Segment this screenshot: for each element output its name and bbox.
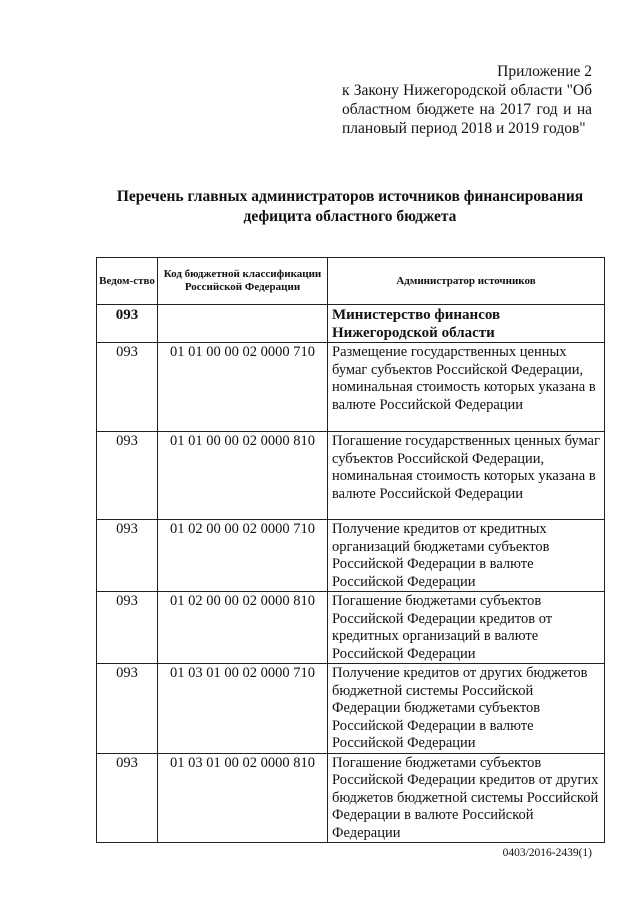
table-row [97, 520, 605, 592]
header-code: Код бюджетной классификации Российской Федерации [158, 258, 328, 305]
annex-title: Приложение 2 [497, 63, 592, 80]
row-department: 093 [97, 432, 158, 520]
document-title: Перечень главных администраторов источников финансирования дефицита областного бюджета [116, 188, 584, 225]
row-administrator: Получение кредитов от других бюджетов бюджетной системы Российской Федерации бюджетами субъектов Российской Федерации в валюте Российской Федерации [328, 664, 605, 754]
table-row [97, 343, 605, 432]
table-row [97, 592, 605, 664]
group-code [158, 305, 328, 343]
row-code: 01 03 01 00 02 0000 810 [158, 753, 328, 843]
row-department: 093 [97, 664, 158, 754]
row-department: 093 [97, 753, 158, 843]
row-code: 01 02 00 00 02 0000 710 [158, 520, 328, 592]
table-group-row [97, 305, 605, 343]
header-administrator: Администратор источников [328, 258, 605, 305]
table-row [97, 753, 605, 843]
row-administrator: Погашение бюджетами субъектов Российской Федерации кредитов от кредитных организаций в валюте Российской Федерации [328, 592, 605, 664]
group-department: 093 [97, 305, 158, 343]
group-administrator: Министерство финансов Нижегородской области [328, 305, 605, 343]
row-code: 01 03 01 00 02 0000 710 [158, 664, 328, 754]
table-row [97, 664, 605, 754]
administrators-table [96, 257, 605, 843]
row-code: 01 02 00 00 02 0000 810 [158, 592, 328, 664]
row-code: 01 01 00 00 02 0000 810 [158, 432, 328, 520]
row-administrator: Размещение государственных ценных бумаг субъектов Российской Федерации, номинальная стоимость которых указана в валюте Российской Федерации [328, 343, 605, 432]
annex-text: к Закону Нижегородской области "Об областном бюджете на 2017 год и на плановый период 2018 и 2019 годов" [342, 82, 592, 137]
row-department: 093 [97, 592, 158, 664]
row-code: 01 01 00 00 02 0000 710 [158, 343, 328, 432]
row-administrator: Погашение бюджетами субъектов Российской Федерации кредитов от других бюджетов бюджетной системы Российской Федерации в валюте Российской Федерации [328, 753, 605, 843]
row-administrator: Получение кредитов от кредитных организаций бюджетами субъектов Российской Федерации в валюте Российской Федерации [328, 520, 605, 592]
annex-block [342, 62, 592, 138]
row-department: 093 [97, 520, 158, 592]
header-department: Ведом-ство [97, 258, 158, 305]
row-department: 093 [97, 343, 158, 432]
document-number: 0403/2016-2439(1) [502, 847, 592, 859]
table-row [97, 432, 605, 520]
row-administrator: Погашение государственных ценных бумаг субъектов Российской Федерации, номинальная стоимость которых указана в валюте Российской Федерации [328, 432, 605, 520]
table-header-row [97, 258, 605, 305]
